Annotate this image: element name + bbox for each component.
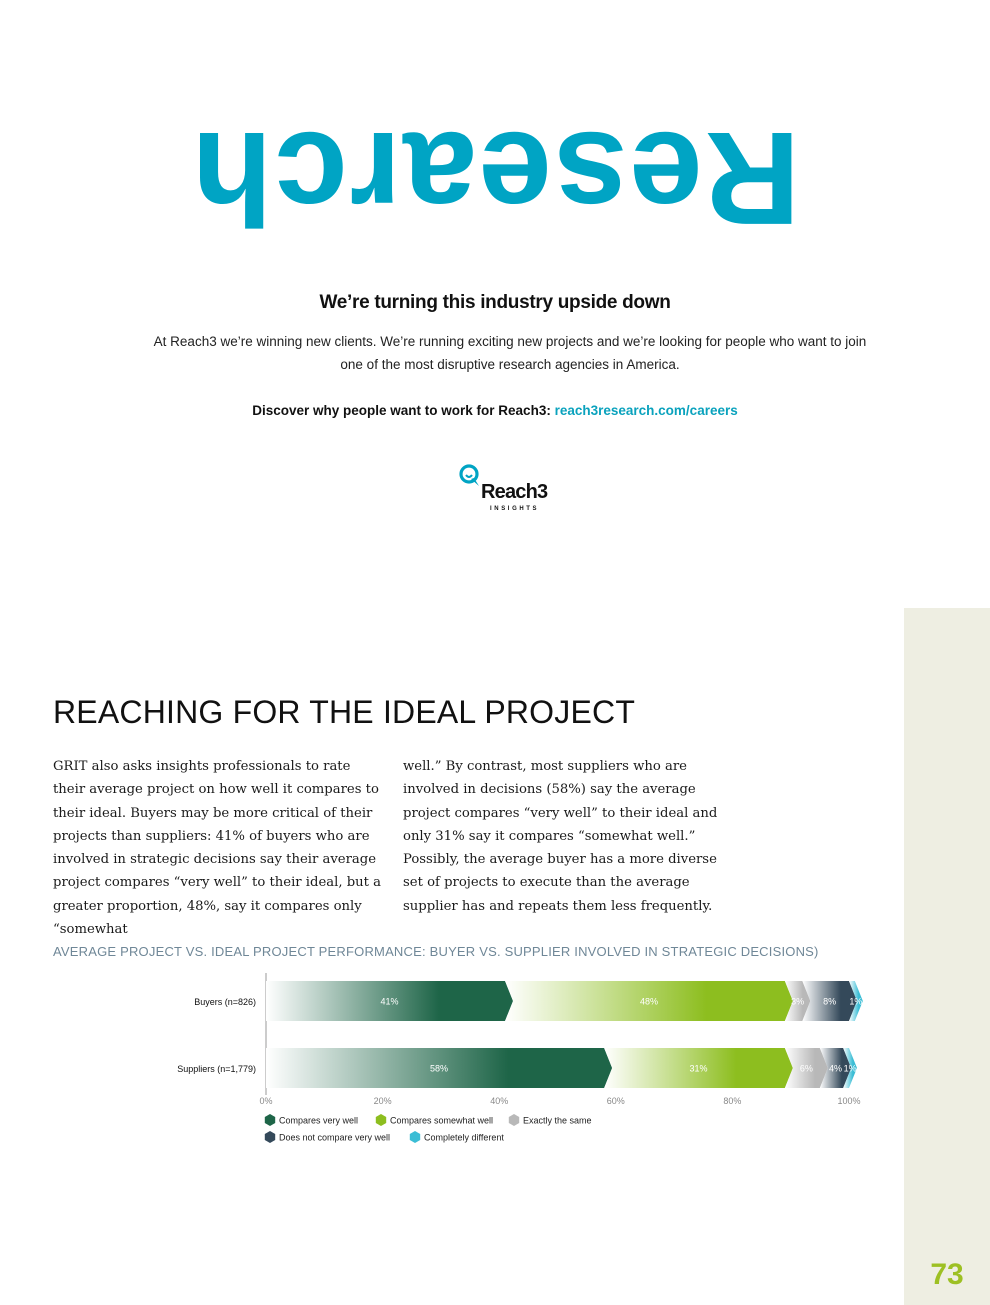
intro-paragraph: At Reach3 we’re winning new clients. We’re running exciting new projects and we’re looking for people who want to join one of the most disruptive research agencies in America. [153,334,867,372]
careers-link[interactable]: reach3research.com/careers [554,403,738,418]
x-tick-label: 40% [490,1096,509,1106]
data-label: 48% [639,996,658,1007]
data-label: 31% [689,1063,708,1074]
category-label: Suppliers (n=1,779) [177,1064,256,1074]
section-title: REACHING FOR THE IDEAL PROJECT [53,694,636,730]
data-label: 1% [849,996,863,1007]
x-tick-label: 100% [837,1096,861,1106]
stacked-bar-chart [0,965,900,1155]
x-tick-label: 80% [723,1096,742,1106]
x-tick-label: 60% [606,1096,625,1106]
careers-label: Discover why people want to work for Reach3: [252,403,551,418]
reach3-logo [456,462,566,514]
data-label: 1% [843,1063,857,1074]
legend-swatch [376,1114,386,1126]
data-label: 4% [829,1063,843,1074]
data-label: 58% [430,1063,449,1074]
x-tick-label: 20% [373,1096,392,1106]
data-label: 41% [380,996,399,1007]
logo-wordmark: Reach3 [481,481,548,503]
legend-label: Compares very well [279,1115,359,1126]
legend-label: Compares somewhat well [390,1115,494,1126]
category-label: Buyers (n=826) [194,997,256,1007]
legend-swatch [265,1131,275,1143]
x-tick-label: 0% [259,1096,273,1106]
speech-bubble-q-icon [461,466,479,486]
hero-research-upside-down: Research [189,105,801,252]
legend-label: Does not compare very well [279,1132,391,1143]
chart-title: AVERAGE PROJECT VS. IDEAL PROJECT PERFORMANCE: BUYER VS. SUPPLIER INVOLVED IN STRATEGIC DECISIONS) [53,944,819,959]
page-number: 73 [930,1258,964,1291]
body-column-2: well.” By contrast, most suppliers who are involved in decisions (58%) say the average project compares “very well” to their ideal and only 31% say it compares “somewhat well.” Possibly, the average buyer has a more diverse set of projects to execute than the average supplier has and repeats them less frequently. [403,759,718,914]
right-sidebar-band [904,608,990,1305]
careers-line [0,403,990,418]
legend-swatch [509,1114,519,1126]
body-column-1: GRIT also asks insights professionals to rate their average project on how well it compares to their ideal. Buyers may be more critical of their projects than suppliers: 41% of buyers who are involved in strategic decisions say their average project compares “very well” to their ideal, but a greater proportion, 48%, say it compares only “somewhat [53,759,382,938]
data-label: 8% [823,996,837,1007]
legend-label: Exactly the same [523,1115,592,1126]
legend-swatch [265,1114,275,1126]
tagline-heading: We’re turning this industry upside down [319,292,671,313]
legend-swatch [410,1131,420,1143]
data-label: 3% [791,996,805,1007]
logo-subtitle: INSIGHTS [490,506,540,512]
data-label: 6% [799,1063,813,1074]
legend-label: Completely different [424,1132,504,1143]
